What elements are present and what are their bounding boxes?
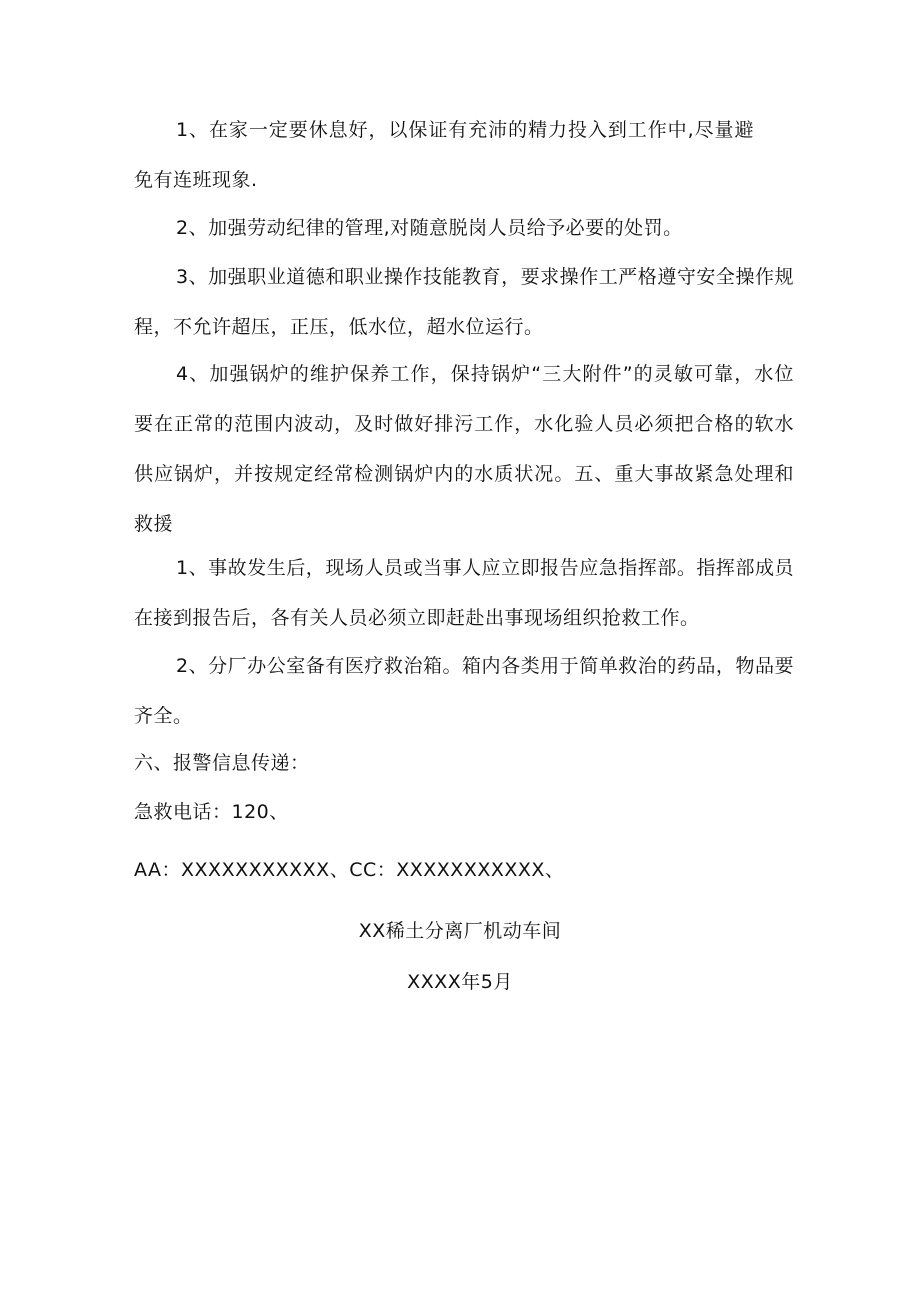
signature-organization: XX稀土分离厂机动车间 [358, 920, 562, 942]
paragraph-accident-reporting: 1、事故发生后，现场人员或当事人应立即报告应急指挥部。指挥部成员在接到报告后，各有关人员必须立即赶赴出事现场组织抢救工作。 [134, 557, 794, 629]
paragraph-rest-advice: 1、在家一定要休息好，以保证有充沛的精力投入到工作中,尽量避免有连班现象. [134, 119, 754, 191]
paragraph-professional-education: 3、加强职业道德和职业操作技能教育，要求操作工严格遵守安全操作规程，不允许超压，正压，低水位，超水位运行。 [134, 266, 794, 338]
paragraph-boiler-maintenance: 4、加强锅炉的维护保养工作，保持锅炉“三大附件”的灵敏可靠，水位要在正常的范围内波动，及时做好排污工作，水化验人员必须把合格的软水供应锅炉，并按规定经常检测锅炉内的水质状况。五、重大事故紧急处理和救援 [134, 363, 794, 535]
section-heading-alarm-info: 六、报警信息传递： [134, 752, 310, 774]
signature-date: XXXX年5月 [407, 971, 513, 993]
paragraph-medical-kit: 2、分厂办公室备有医疗救治箱。箱内各类用于简单救治的药品，物品要齐全。 [134, 655, 794, 727]
paragraph-labor-discipline: 2、加强劳动纪律的管理,对随意脱岗人员给予必要的处罚。 [176, 217, 683, 239]
contacts-line: AA：XXXXXXXXXXX、CC：XXXXXXXXXXX、 [134, 859, 565, 881]
emergency-phone-line: 急救电话：120、 [134, 801, 289, 823]
